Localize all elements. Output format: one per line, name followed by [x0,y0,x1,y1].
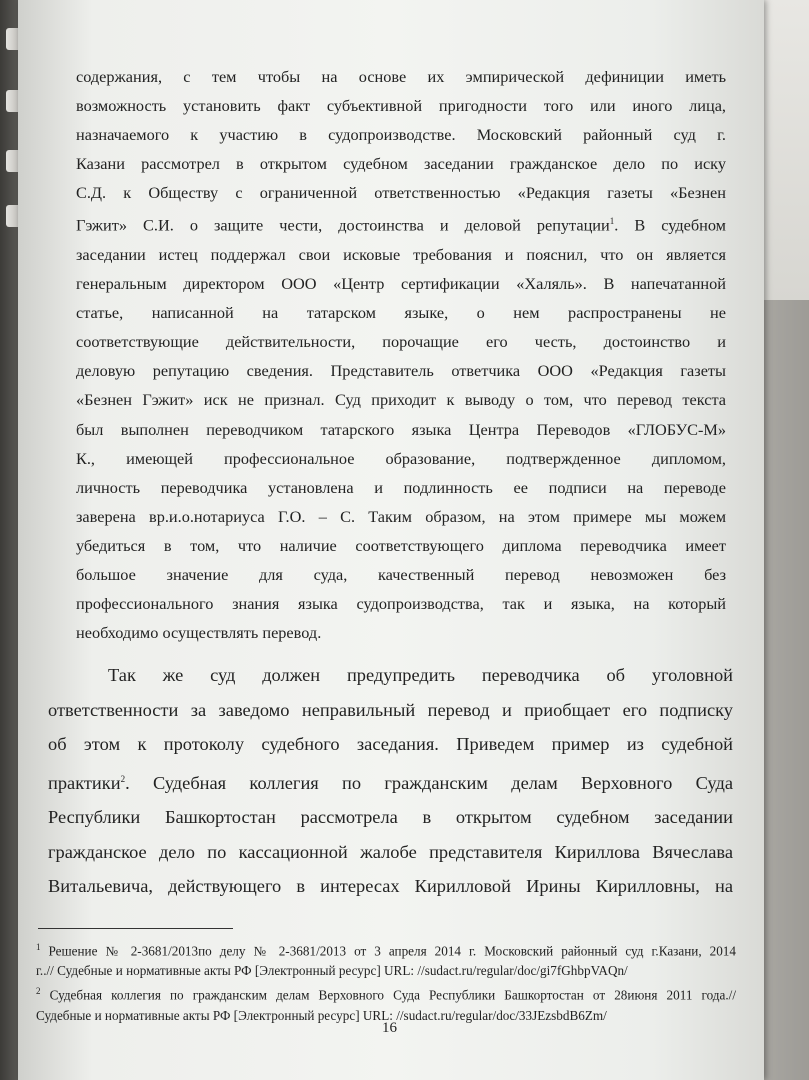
text-line: Так же суд должен предупредить переводчика об уголовной [108,665,733,685]
footnote-text: Решение № 2-3681/2013по делу № 2-3681/2013 от 3 апреля 2014 г. Московский районный суд г.Казани, 2014 [40,943,736,959]
text-line: заверена вр.и.о.нотариуса Г.О. – С. Таким образом, на этом примере мы можем [76,506,726,526]
page-number: 16 [382,1020,397,1036]
footnote-1-line: г..// Судебные и нормативные акты РФ [Электронный ресурс] URL: //sudact.ru/regular/doc/gi7fGhbpVAQn/ [36,963,628,979]
text-line: Республики Башкортостан рассмотрела в открытом судебном заседании [48,807,733,828]
text-segment: практики [48,772,121,793]
document-page [18,0,764,1080]
text-line: ответственности за заведомо неправильный перевод и приобщает его подписку [48,699,733,720]
footnote-mark: 1 [36,942,41,952]
text-line: профессионального знания языка судопроизводства, так и языка, на который [76,594,726,614]
text-segment: Гэжит» С.И. о защите чести, достоинства и деловой репутации [76,215,610,235]
text-line: Казани рассмотрел в открытом судебном заседании гражданское дело по иску [76,154,726,174]
text-line-with-footnote [76,207,726,240]
text-line: соответствующие действительности, порочащие его честь, достоинство и [76,332,726,352]
text-segment: . Судебная коллегия по гражданским делам Верховного Суда [125,772,733,793]
footnote-reference: 2 [120,773,126,784]
footnotes [36,928,736,1026]
text-line: необходимо осуществлять перевод. [76,623,322,643]
footnote-text: Судебная коллегия по гражданским делам Верховного Суда Республики Башкортостан от 28июня 2011 года.// [40,987,736,1003]
text-line: был выполнен переводчиком татарского языка Центра Переводов «ГЛОБУС-М» [76,419,726,439]
text-line: большое значение для суда, качественный перевод невозможен без [76,565,726,585]
text-line: Витальевича, действующего в интересах Кирилловой Ирины Кирилловны, на [48,876,733,897]
footnote-2-line [36,981,736,1005]
footnote-reference: 1 [609,216,615,227]
paragraph-2 [48,658,733,904]
footnote-divider [38,928,233,929]
text-line: гражданское дело по кассационной жалобе представителя Кириллова Вячеслава [48,841,733,862]
text-line: С.Д. к Обществу с ограниченной ответственностью «Редакция газеты «Безнен [76,183,726,203]
text-line: статье, написанной на татарском языке, о нем распространены не [76,303,726,323]
text-line: генеральным директором ООО «Центр сертификации «Халяль». В напечатанной [76,274,726,294]
text-line: К., имеющей профессиональное образование, подтвержденное дипломом, [76,448,726,468]
text-line-with-footnote [48,762,733,801]
text-line: заседании истец поддержал свои исковые требования и пояснил, что он является [76,244,726,264]
text-line: убедиться в том, что наличие соответствующего диплома переводчика имеет [76,535,726,555]
footnote-mark: 2 [36,986,41,997]
text-line: возможность установить факт субъективной пригодности того или иного лица, [76,96,726,116]
footnote-1-line [36,937,736,961]
text-line: «Безнен Гэжит» иск не признал. Суд приходит к выводу о том, что перевод текста [76,390,726,410]
text-line: деловую репутацию сведения. Представитель ответчика ООО «Редакция газеты [76,361,726,381]
text-line: назначаемого к участию в судопроизводстве. Московский районный суд г. [76,125,726,145]
text-line: об этом к протоколу судебного заседания. Приведем пример из судебной [48,734,733,754]
paragraph-1 [76,62,726,647]
text-line: содержания, с тем чтобы на основе их эмпирической дефиниции иметь [76,67,726,86]
text-line: личность переводчика установлена и подлинность ее подписи на переводе [76,477,726,497]
text-segment: . В судебном [614,215,726,235]
footnote-2-line: Судебные и нормативные акты РФ [Электронный ресурс] URL: //sudact.ru/regular/doc/33JEzsbdB6Zm/ [36,1007,607,1023]
